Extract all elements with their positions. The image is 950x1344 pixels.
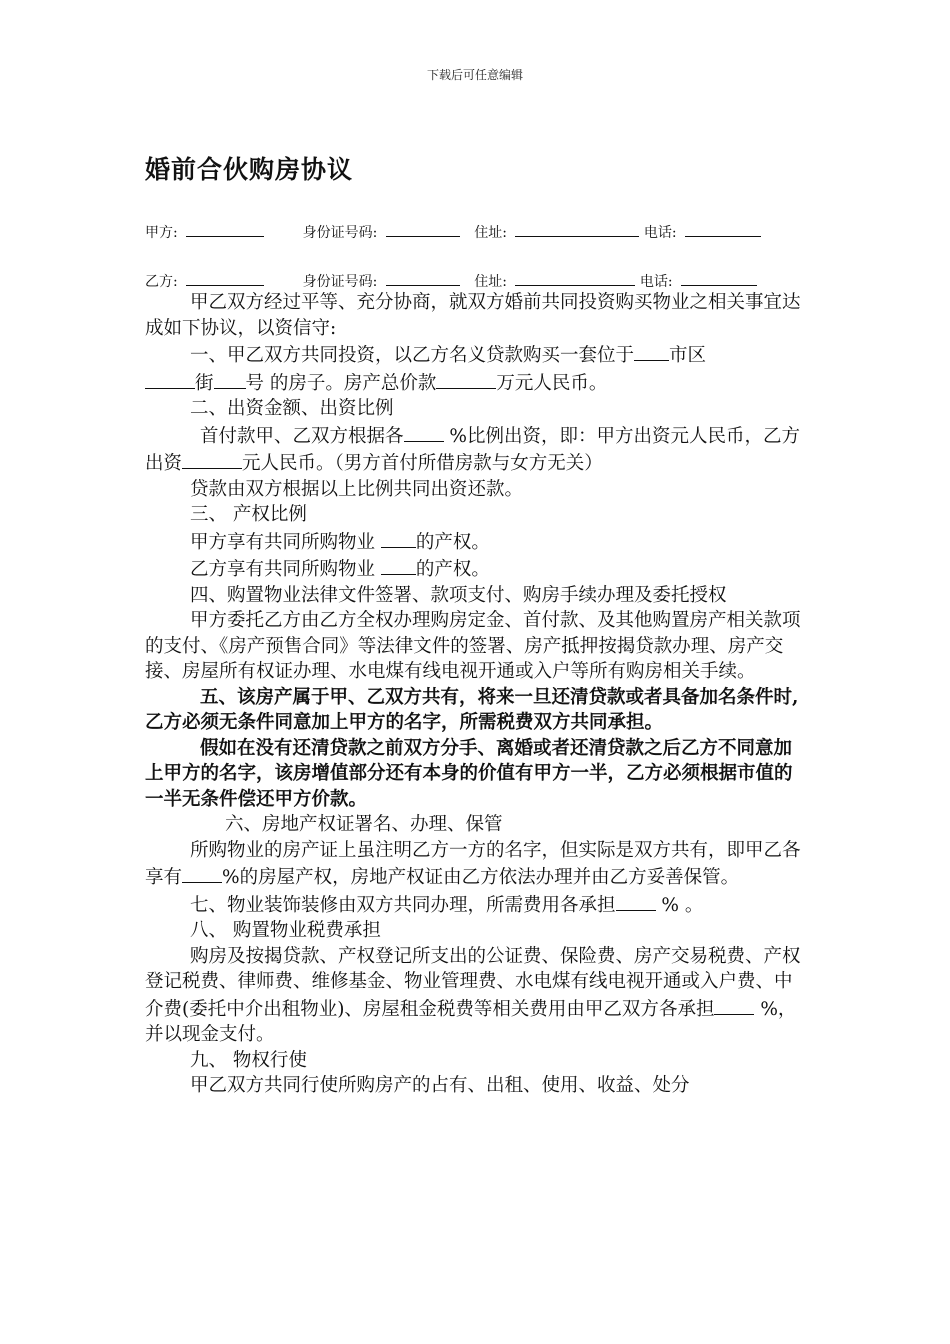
- section-2-text-c: 元人民币。（男方首付所借房款与女方无关）: [242, 453, 603, 474]
- party-b-share-blank: [381, 555, 416, 575]
- party-b-label: 乙方:: [145, 274, 178, 290]
- party-b-phone-blank: [681, 271, 757, 286]
- city-blank: [634, 341, 669, 361]
- party-a-phone-label: 电话:: [643, 225, 677, 241]
- section-8-body: [145, 944, 805, 1048]
- section-9-body: 甲乙双方共同行使所购房产的占有、出租、使用、收益、处分: [190, 1075, 690, 1096]
- party-b-id-blank: [386, 271, 460, 286]
- header-note: 下载后可任意编辑: [426, 68, 523, 82]
- party-b-phone-label: 电话:: [639, 274, 673, 290]
- party-b-name-blank: [186, 271, 264, 286]
- section-3-title: 三、 产权比例: [190, 504, 307, 525]
- section-2-title: 二、出资金额、出资比例: [190, 398, 394, 419]
- section-9-title: 九、 物权行使: [190, 1049, 307, 1071]
- section-3-a-text: 甲方享有共同所购物业: [190, 531, 381, 553]
- party-a-line: [145, 222, 761, 242]
- party-a-name-blank: [186, 222, 264, 237]
- price-blank: [436, 369, 496, 389]
- section-5-extra: 假如在没有还清贷款之前双方分手、离婚或者还清贷款之后乙方不同意加上甲方的名字，该房增值部分还有本身的价值有甲方一半，乙方必须根据市值的一半无条件偿还甲方价款。: [145, 737, 793, 810]
- section-7-text-b: % 。: [655, 894, 704, 916]
- section-1-text-b: 市区: [669, 345, 707, 366]
- section-1-text-c: 街: [195, 372, 214, 394]
- agreement-body: [145, 290, 805, 1099]
- section-1-paragraph: [145, 341, 805, 369]
- section-1-text-a: 一、甲乙双方共同投资，以乙方名义贷款购买一套位于: [190, 345, 635, 366]
- property-share-blank: [182, 863, 222, 883]
- party-a-address-blank: [515, 222, 639, 237]
- section-8-title: 八、 购置物业税费承担: [190, 920, 381, 941]
- section-3-b-text: 乙方享有共同所购物业: [190, 559, 381, 580]
- section-3-party-a: [145, 528, 805, 556]
- party-a-label: 甲方:: [145, 225, 178, 241]
- section-6-text-b: %的房屋产权，房地产权证由乙方依法办理并由乙方妥善保管。: [222, 867, 740, 888]
- tax-share-blank: [714, 995, 754, 1015]
- number-blank: [214, 369, 246, 389]
- section-3-a-text-end: 的产权。: [415, 531, 490, 553]
- section-1-text-e: 万元人民币。: [496, 372, 608, 394]
- document-title: 婚前合伙购房协议: [145, 155, 354, 184]
- party-b-id-label: 身份证号码:: [302, 274, 378, 290]
- party-a-address-label: 住址:: [474, 225, 507, 241]
- section-7-text-a: 七、物业装饰装修由双方共同办理，所需费用各承担: [190, 894, 616, 916]
- section-3-party-b: [145, 555, 805, 583]
- section-1-paragraph-cont: [145, 369, 805, 397]
- party-a-share-blank: [381, 528, 416, 548]
- party-b-address-label: 住址:: [474, 274, 507, 290]
- ratio-blank: [404, 422, 444, 442]
- section-6-text-a: 所购物业的房产证上虽注明乙方一方的名字，但实际是双方共有，即甲乙各享有: [145, 839, 801, 888]
- section-2-text-a: 首付款甲、乙双方根据各: [200, 425, 404, 447]
- intro-paragraph: 甲乙双方经过平等、充分协商，就双方婚前共同投资购买物业之相关事宜达成如下协议，以资信守:: [145, 292, 801, 339]
- section-2-paragraph: [145, 422, 805, 477]
- party-b-amount-blank: [182, 449, 242, 469]
- party-b-line: [145, 271, 757, 291]
- party-a-id-blank: [386, 222, 460, 237]
- section-8-text-a: 购房及按揭贷款、产权登记所支出的公证费、保险费、房产交易税费、产权登记税费、律师费、维修基金、物业管理费、水电煤有线电视开通或入户费、中介费(委托中介出租物业)、房屋租金税费等相关费用由甲乙双方各承担: [145, 945, 801, 1020]
- section-8-text-b: %，并以现金支付。: [145, 998, 797, 1045]
- party-a-id-label: 身份证号码:: [302, 225, 378, 241]
- section-4-body: 甲方委托乙方由乙方全权办理购房定金、首付款、及其他购置房产相关款项的支付、《房产预售合同》等法律文件的签署、房产抵押按揭贷款办理、房产交接、房屋所有权证办理、水电煤有线电视开通或入户等所有购房相关手续。: [145, 610, 801, 682]
- section-2-text-b: %比例出资，即：甲方出资元人民币，乙方出资: [145, 425, 800, 474]
- party-a-phone-blank: [685, 222, 761, 237]
- section-6-body: [145, 838, 805, 891]
- section-5-body: 五、该房产属于甲、乙双方共有，将来一旦还清贷款或者具备加名条件时, 乙方必须无条件同意加上甲方的名字，所需税费双方共同承担。: [145, 686, 799, 733]
- section-7-body: [145, 891, 805, 919]
- section-3-b-text-end: 的产权。: [415, 559, 490, 580]
- renovation-share-blank: [616, 891, 656, 911]
- section-4-title: 四、购置物业法律文件签署、款项支付、购房手续办理及委托授权: [190, 584, 727, 606]
- section-6-title: 六、房地产权证署名、办理、保管: [225, 814, 503, 835]
- section-1-text-d: 号 的房子。房产总价款: [245, 372, 437, 394]
- party-b-address-blank: [515, 271, 635, 286]
- section-2-loan: 贷款由双方根据以上比例共同出资还款。: [190, 478, 524, 500]
- street-blank: [145, 369, 195, 389]
